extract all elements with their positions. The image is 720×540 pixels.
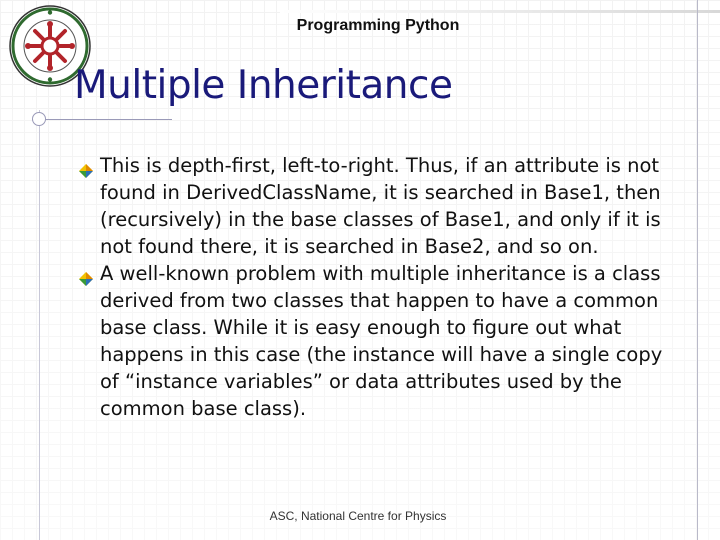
bullet-text: A well-known problem with multiple inheritance is a class derived from two classes that happen to have a common base class. While it is easy enough to figure out what happens in this case (the instance will have a single copy of “instance variables” or data attributes used by the common base class). bbox=[100, 262, 663, 420]
header-rule bbox=[280, 10, 720, 13]
bullet-text: This is depth-first, left-to-right. Thus, if an attribute is not found in DerivedClassName, it is searched in Base1, then (recursively) in the base classes of Base1, and only if it is not found there, it is searched in Base2, and so on. bbox=[100, 154, 661, 258]
title-underline-rule bbox=[32, 119, 172, 120]
presentation-title: Programming Python bbox=[296, 17, 460, 34]
right-vertical-rule bbox=[697, 0, 698, 540]
diamond-bullet-icon bbox=[79, 158, 93, 172]
bullet-list bbox=[78, 152, 678, 422]
diamond-bullet-icon bbox=[79, 266, 93, 280]
bullet-item bbox=[78, 260, 678, 422]
rule-circle-mark bbox=[32, 112, 46, 126]
bullet-item bbox=[78, 152, 678, 260]
slide-title: Multiple Inheritance bbox=[74, 63, 453, 108]
left-vertical-rule bbox=[39, 110, 40, 540]
footer-text: ASC, National Centre for Physics bbox=[269, 509, 447, 523]
